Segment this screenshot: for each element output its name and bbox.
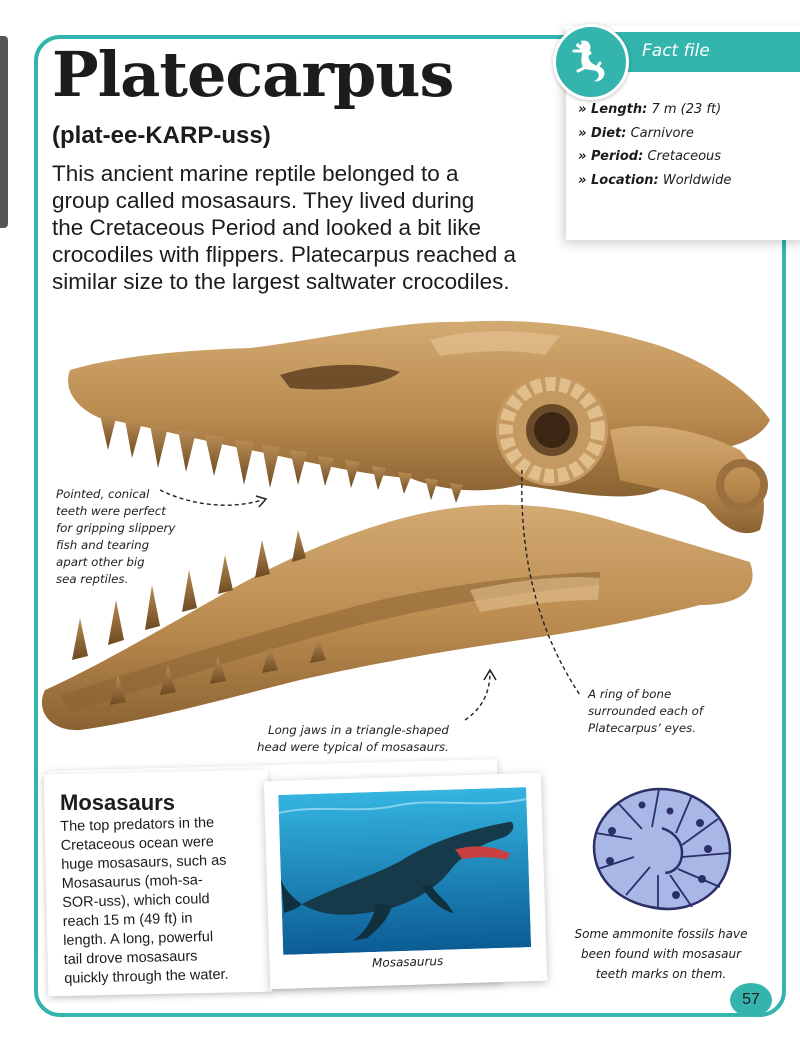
intro-paragraph xyxy=(52,160,572,295)
fact-item-location: » Location: Worldwide xyxy=(578,172,732,188)
mosasaurs-text: The top predators in the Cretaceous ocean were huge mosasaurs, such as Mosasaurus (moh-sa- SOR-uss), which could reach 15 m (49 ft) in length. A long, powerful tail drove mosasaurs quickly through the water. xyxy=(60,814,229,987)
eye-ring-annotation: A ring of bone surrounded each of Platecarpus’ eyes. xyxy=(588,687,704,735)
ammonite-image xyxy=(584,783,734,913)
intro-line: This ancient marine reptile belonged to a xyxy=(52,161,459,186)
side-tab xyxy=(0,36,8,228)
pronunciation: (plat-ee-KARP-uss) xyxy=(52,122,271,149)
intro-line: similar size to the largest saltwater crocodiles. xyxy=(52,269,510,294)
mosasaurs-title: Mosasaurs xyxy=(60,790,175,815)
teeth-annotation: Pointed, conical teeth were perfect for gripping slippery fish and tearing apart other big sea reptiles. xyxy=(56,487,176,586)
intro-line: crocodiles with flippers. Platecarpus reached a xyxy=(52,242,516,267)
intro-line: group called mosasaurs. They lived during xyxy=(52,188,475,213)
lizard-icon xyxy=(553,24,629,100)
eye-ring xyxy=(496,374,608,486)
fact-item-diet: » Diet: Carnivore xyxy=(578,125,694,141)
page-title: Platecarpus xyxy=(52,38,454,111)
fact-file-heading: Fact file xyxy=(642,41,710,61)
page-number: 57 xyxy=(730,983,772,1017)
fact-item-period: » Period: Cretaceous xyxy=(578,149,722,164)
jaws-annotation: Long jaws in a triangle-shaped head were typical of mosasaurs. xyxy=(257,723,449,754)
fact-item-length: » Length: 7 m (23 ft) xyxy=(578,102,722,117)
photo-caption: Mosasaurus xyxy=(371,953,444,971)
mosasaurus-photo xyxy=(278,787,531,955)
intro-line: the Cretaceous Period and looked a bit like xyxy=(52,215,482,240)
ammonite-caption: Some ammonite fossils have been found with mosasaur teeth marks on them. xyxy=(574,927,748,981)
fact-list xyxy=(578,98,731,192)
